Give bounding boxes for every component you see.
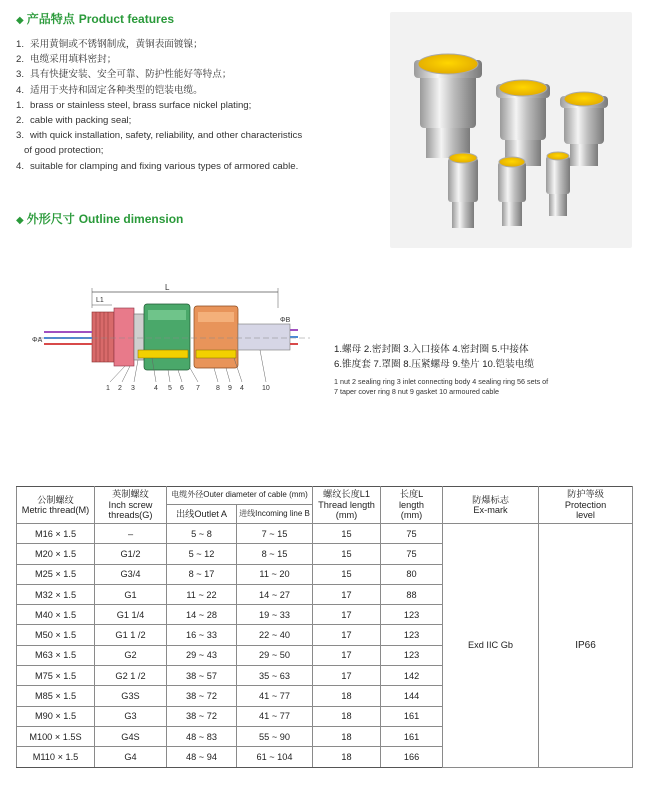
table-cell: M100 × 1.5S (17, 726, 95, 746)
part-number: 6 (180, 385, 184, 392)
table-cell: G1 1 /2 (95, 625, 167, 645)
table-cell: 38 ~ 57 (167, 666, 237, 686)
table-cell: G1 1/4 (95, 605, 167, 625)
table-cell: 38 ~ 72 (167, 686, 237, 706)
header-thread-length: 螺纹长度L1 Thread length (mm) (313, 487, 381, 524)
legend-en-line2: 7 taper cover ring 8 nut 9 gasket 10 armoured cable (334, 387, 500, 396)
part-number: 10 (262, 385, 270, 392)
part-number: 5 (168, 385, 172, 392)
feature-item: 1. 采用黄铜或不锈钢制成，黄铜表面镀镍； (16, 39, 203, 50)
table-cell: 8 ~ 15 (237, 544, 313, 564)
table-cell: 38 ~ 72 (167, 706, 237, 726)
table-cell: 161 (381, 726, 443, 746)
gland-row2-b (498, 157, 526, 226)
table-cell: G2 (95, 645, 167, 665)
table-cell: M16 × 1.5 (17, 524, 95, 544)
table-cell: 19 ~ 33 (237, 605, 313, 625)
features-title: ◆ 产品特点 Product features (16, 12, 175, 26)
part-number: 9 (228, 385, 232, 392)
table-cell: G1/2 (95, 544, 167, 564)
feature-item: 3. 具有快捷安装、安全可靠、防护性能好等特点； (16, 69, 232, 81)
dim-phiB: ΦB (280, 317, 291, 324)
table-cell: 75 (381, 524, 443, 544)
feature-item: 2. 电缆采用填料密封； (16, 54, 117, 66)
table-cell: M25 × 1.5 (17, 564, 95, 584)
table-cell: G3 (95, 706, 167, 726)
table-cell: 17 (313, 605, 381, 625)
part-numbers (106, 385, 270, 392)
table-cell: 29 ~ 50 (237, 645, 313, 665)
feature-item: 4. suitable for clamping and fixing various types of armored cable. (16, 160, 299, 172)
feature-item: of good protection; (24, 145, 104, 157)
part-number: 4 (154, 385, 158, 392)
table-cell: G1 (95, 584, 167, 604)
table-cell: 41 ~ 77 (237, 686, 313, 706)
dim-L1: L1 (96, 297, 104, 304)
header-inch: 英制螺纹 Inch screw threads(G) (95, 487, 167, 524)
header-metric: 公制螺纹 Metric thread(M) (17, 487, 95, 524)
table-cell: 17 (313, 625, 381, 645)
table-cell: 80 (381, 564, 443, 584)
table-cell: 123 (381, 625, 443, 645)
table-cell: 22 ~ 40 (237, 625, 313, 645)
table-cell: G3S (95, 686, 167, 706)
table-cell: 17 (313, 645, 381, 665)
table-row (17, 524, 633, 544)
table-cell: 14 ~ 27 (237, 584, 313, 604)
table-cell: 166 (381, 747, 443, 767)
table-cell: M20 × 1.5 (17, 544, 95, 564)
feature-item: 2. cable with packing seal; (16, 115, 132, 127)
table-cell: 29 ~ 43 (167, 645, 237, 665)
part-number: 4 (240, 385, 244, 392)
table-cell: 161 (381, 706, 443, 726)
dim-phiA: ΦA (32, 337, 43, 344)
table-cell: 11 ~ 22 (167, 584, 237, 604)
part-number: 7 (196, 385, 200, 392)
table-cell: M85 × 1.5 (17, 686, 95, 706)
table-cell: 18 (313, 686, 381, 706)
part-number: 3 (131, 385, 135, 392)
feature-item: 3. with quick installation, safety, reliability, and other characteristics (16, 130, 303, 142)
table-cell: 7 ~ 15 (237, 524, 313, 544)
table-cell: 15 (313, 544, 381, 564)
gland-large (414, 54, 482, 158)
table-cell: M110 × 1.5 (17, 747, 95, 767)
header-protection: 防护等级 Protection level (539, 487, 633, 524)
table-cell: 88 (381, 584, 443, 604)
table-cell: M63 × 1.5 (17, 645, 95, 665)
table-cell: M40 × 1.5 (17, 605, 95, 625)
legend-cn-line1: 1.螺母 2.密封圈 3.入口接体 4.密封圈 5.中接体 (334, 344, 529, 355)
legend-cn-line2: 6.锥度套 7.罩圈 8.压紧螺母 9.垫片 10.铠装电缆 (334, 359, 534, 370)
table-cell: 123 (381, 605, 443, 625)
table-cell: M50 × 1.5 (17, 625, 95, 645)
table-cell: M75 × 1.5 (17, 666, 95, 686)
table-cell: 144 (381, 686, 443, 706)
diamond-bullet-icon: ◆ (16, 15, 24, 26)
table-cell: 48 ~ 83 (167, 726, 237, 746)
table-cell: G4S (95, 726, 167, 746)
table-cell: 5 ~ 8 (167, 524, 237, 544)
table-cell: 17 (313, 666, 381, 686)
cable-glands-image (390, 12, 632, 248)
header-outlet: 出线Outlet A (167, 505, 237, 524)
protection-cell: IP66 (539, 524, 633, 768)
spec-table (16, 486, 633, 768)
table-cell: 123 (381, 645, 443, 665)
gland-row2-c (546, 152, 570, 216)
table-cell: 55 ~ 90 (237, 726, 313, 746)
legend-en-line1: 1 nut 2 sealing ring 3 inlet connecting body 4 sealing ring 56 sets of (334, 377, 549, 386)
table-cell: 8 ~ 17 (167, 564, 237, 584)
gland-medium (496, 80, 550, 166)
table-cell: 35 ~ 63 (237, 666, 313, 686)
table-cell: 16 ~ 33 (167, 625, 237, 645)
outline-drawing (30, 284, 330, 394)
table-cell: G3/4 (95, 564, 167, 584)
table-cell: 75 (381, 544, 443, 564)
table-cell: 142 (381, 666, 443, 686)
table-cell: 5 ~ 12 (167, 544, 237, 564)
table-cell: 17 (313, 584, 381, 604)
table-cell: G4 (95, 747, 167, 767)
part-number: 1 (106, 385, 110, 392)
table-cell: 18 (313, 747, 381, 767)
table-cell: G2 1 /2 (95, 666, 167, 686)
part-number: 8 (216, 385, 220, 392)
table-cell: 14 ~ 28 (167, 605, 237, 625)
feature-item: 1. brass or stainless steel, brass surface nickel plating; (16, 99, 252, 111)
feature-item: 4. 适用于夹持和固定各种类型的铠装电缆。 (16, 84, 203, 96)
table-cell: M32 × 1.5 (17, 584, 95, 604)
ex-mark-cell: Exd IIC Gb (443, 524, 539, 768)
table-cell: 41 ~ 77 (237, 706, 313, 726)
header-incoming: 进线Incoming line B (237, 505, 313, 524)
table-cell: 18 (313, 726, 381, 746)
table-cell: – (95, 524, 167, 544)
header-ex-mark: 防爆标志 Ex-mark (443, 487, 539, 524)
dim-L: L (165, 284, 170, 292)
diamond-bullet-icon: ◆ (16, 215, 24, 226)
outline-title: ◆ 外形尺寸 Outline dimension (16, 212, 184, 226)
table-cell: 18 (313, 706, 381, 726)
header-outer-diameter: 电缆外径Outer diameter of cable (mm) (167, 487, 313, 505)
features-list (16, 37, 302, 174)
table-cell: 48 ~ 94 (167, 747, 237, 767)
product-photo (390, 12, 632, 248)
table-cell: 15 (313, 564, 381, 584)
table-cell: 15 (313, 524, 381, 544)
header-length: 长度L length (mm) (381, 487, 443, 524)
gland-row2-a (448, 153, 478, 228)
table-cell: 11 ~ 20 (237, 564, 313, 584)
part-number: 2 (118, 385, 122, 392)
table-cell: M90 × 1.5 (17, 706, 95, 726)
table-cell: 61 ~ 104 (237, 747, 313, 767)
